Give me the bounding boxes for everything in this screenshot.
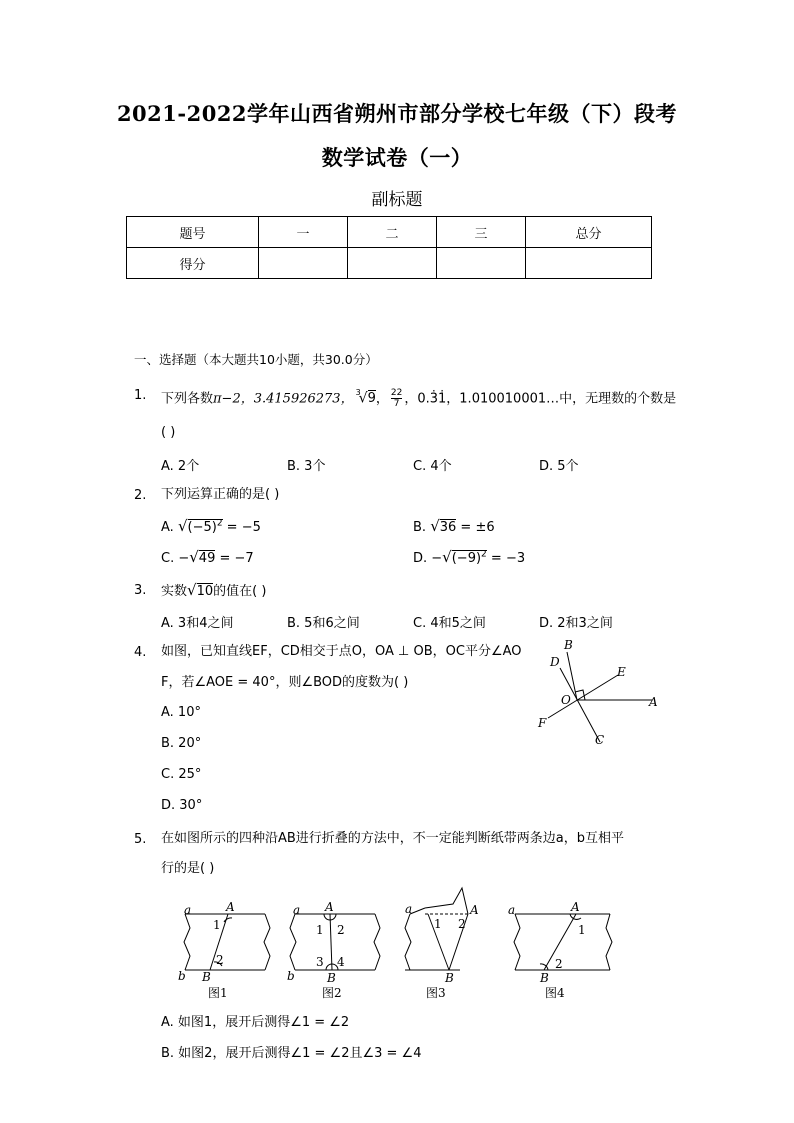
score-cell[interactable]: [259, 248, 348, 279]
torn-edge: [184, 914, 190, 970]
label-a-small: a: [184, 903, 192, 917]
label-2: 2: [337, 923, 345, 937]
q2-d-post: = −3: [486, 551, 526, 566]
label-a-small: a: [293, 903, 301, 917]
torn-edge: [290, 914, 296, 970]
q2-c-pre: C. −: [161, 551, 190, 566]
label-A: A: [325, 900, 334, 914]
label-2: 2: [555, 957, 563, 971]
q3-post: 的值在( ): [213, 584, 267, 599]
caption-2: 图2: [322, 986, 342, 1000]
q5-option-b[interactable]: B. 如图2，展开后测得∠1 = ∠2且∠3 = ∠4: [161, 1046, 422, 1061]
label-B: B: [540, 971, 549, 985]
label-A: A: [571, 900, 580, 914]
label-o: O: [561, 693, 571, 707]
label-b-small: b: [178, 969, 186, 983]
question-number: 5.: [134, 832, 147, 847]
q2-a-post: = −5: [222, 520, 261, 535]
question-5-line1: 在如图所示的四种沿AB进行折叠的方法中，不一定能判断纸带两条边a，b互相平: [161, 831, 625, 846]
q5-figure-1: [178, 900, 270, 1000]
q2-option-d[interactable]: [413, 548, 525, 566]
exam-title-line2: 数学试卷（一）: [321, 145, 473, 170]
caption-1: 图1: [208, 986, 228, 1000]
q3-option-c[interactable]: C. 4和5之间: [413, 616, 486, 631]
label-3: 3: [316, 955, 324, 969]
label-c: C: [595, 733, 605, 747]
question-5-line2: 行的是( ): [161, 861, 215, 876]
question-2-text: 下列运算正确的是( ): [161, 487, 280, 502]
q3-pre: 实数: [161, 584, 188, 599]
torn-edge: [374, 914, 380, 970]
header-cell: 一: [259, 217, 348, 248]
q5-option-a[interactable]: A. 如图1，展开后测得∠1 = ∠2: [161, 1015, 350, 1030]
label-a: A: [649, 695, 658, 709]
q5-figure-2: [287, 900, 380, 1000]
radical-sign: √: [187, 581, 197, 599]
q2-a-rad: (−5): [187, 520, 217, 535]
header-cell: 二: [348, 217, 437, 248]
question-number: 3.: [134, 583, 147, 598]
q1-frac-num: 22: [390, 388, 403, 399]
label-f: F: [538, 716, 547, 730]
q1-rest: ，0.3̇1̇，1.010010001…中，无理数的个数是: [404, 391, 677, 407]
q4-angle-figure: [530, 632, 665, 750]
label-2: 2: [458, 917, 466, 931]
q2-c-rad: 49: [198, 551, 216, 566]
q3-option-b[interactable]: B. 5和6之间: [287, 616, 360, 631]
q1-cbrt-body: 9: [367, 391, 376, 407]
score-table-header-row: [127, 217, 652, 248]
q1-paren: ( ): [161, 425, 176, 440]
question-3-text: [161, 581, 266, 601]
label-4: 4: [337, 955, 345, 969]
header-cell: 题号: [127, 217, 259, 248]
q4-option-b[interactable]: B. 20°: [161, 736, 202, 751]
label-e: E: [617, 665, 626, 679]
score-row-label: 得分: [127, 248, 259, 279]
q2-a-pre: A.: [161, 520, 178, 535]
q2-b-pre: B.: [413, 520, 431, 535]
q4-option-a[interactable]: A. 10°: [161, 705, 201, 720]
q1-expr-pi: π−2，3.415926273，: [213, 391, 354, 407]
q2-option-a[interactable]: [161, 517, 261, 535]
label-B: B: [445, 971, 454, 985]
q2-d-rad: (−9): [451, 551, 482, 566]
label-B: B: [202, 970, 211, 984]
label-d: D: [550, 655, 560, 669]
label-A: A: [470, 903, 479, 917]
label-a-small: a: [405, 902, 413, 916]
radical-sign: √: [430, 517, 440, 535]
score-cell[interactable]: [348, 248, 437, 279]
question-number: 2.: [134, 488, 147, 503]
score-cell[interactable]: [526, 248, 652, 279]
q2-d-pre: D. −: [413, 551, 443, 566]
section-heading: 一、选择题（本大题共10小题，共30.0分）: [134, 352, 378, 367]
q2-c-post: = −7: [215, 551, 254, 566]
question-4-line2: F，若∠AOE = 40°，则∠BOD的度数为( ): [161, 675, 409, 690]
q4-option-c[interactable]: C. 25°: [161, 767, 202, 782]
q5-figure-4: [508, 900, 612, 1000]
q1-cbrt-index: 3: [355, 388, 361, 397]
torn-edge: [514, 914, 520, 970]
torn-edge: [405, 914, 411, 970]
fold-line: [330, 914, 332, 970]
label-1: 1: [316, 923, 324, 937]
q2-d-radicand: [452, 550, 487, 566]
label-b-small: b: [287, 969, 295, 983]
q2-option-c[interactable]: [161, 548, 254, 566]
q5-figure-3: [405, 888, 479, 1000]
radical-sign: √: [358, 390, 368, 407]
q2-option-b[interactable]: [413, 517, 495, 535]
question-number: 1.: [134, 388, 147, 403]
q1-option-c[interactable]: C. 4个: [413, 459, 452, 474]
question-4-line1: 如图，已知直线EF，CD相交于点O，OA ⊥ OB，OC平分∠AO: [161, 644, 522, 659]
exam-title-line1: 2021-2022学年山西省朔州市部分学校七年级（下）段考: [116, 101, 678, 126]
label-B: B: [327, 971, 336, 985]
q2-d-exp: 2: [481, 549, 487, 560]
q3-option-a[interactable]: A. 3和4之间: [161, 616, 234, 631]
q5-fold-figures: [170, 884, 670, 1002]
label-a-small: a: [508, 903, 516, 917]
torn-edge: [606, 914, 612, 970]
folded-flap: [425, 888, 468, 914]
label-b: B: [564, 638, 573, 652]
q2-b-post: = ±6: [456, 520, 495, 535]
q1-option-d[interactable]: D. 5个: [539, 459, 579, 474]
caption-3: 图3: [426, 986, 446, 1000]
radical-sign: √: [442, 548, 452, 566]
q3-rad: 10: [196, 584, 214, 599]
radical-sign: √: [189, 548, 199, 566]
q1-lead: 下列各数: [161, 391, 214, 407]
radical-sign: √: [177, 517, 188, 535]
q2-b-rad: 36: [439, 520, 457, 535]
question-1-text: [161, 386, 676, 409]
label-A: A: [226, 900, 235, 914]
header-cell: 三: [437, 217, 526, 248]
q3-option-d[interactable]: D. 2和3之间: [539, 616, 613, 631]
exam-subtitle: 副标题: [371, 190, 423, 210]
score-table: [126, 216, 652, 279]
q2-a-exp: 2: [216, 518, 223, 529]
q1-sep: ，: [375, 391, 389, 407]
q1-frac-den: 7: [393, 399, 400, 410]
label-1: 1: [578, 923, 586, 937]
q1-option-a[interactable]: A. 2个: [161, 459, 200, 474]
q1-fraction: [391, 388, 402, 409]
q2-a-radicand: [188, 519, 223, 535]
caption-4: 图4: [545, 986, 565, 1000]
score-table-score-row: [127, 248, 652, 279]
q4-option-d[interactable]: D. 30°: [161, 798, 203, 813]
score-cell[interactable]: [437, 248, 526, 279]
edge-a: [410, 908, 425, 914]
header-cell: 总分: [526, 217, 652, 248]
question-number: 4.: [134, 645, 147, 660]
label-1: 1: [434, 917, 442, 931]
label-2: 2: [216, 953, 224, 967]
torn-edge: [264, 914, 270, 970]
label-1: 1: [213, 918, 221, 932]
q1-option-b[interactable]: B. 3个: [287, 459, 326, 474]
